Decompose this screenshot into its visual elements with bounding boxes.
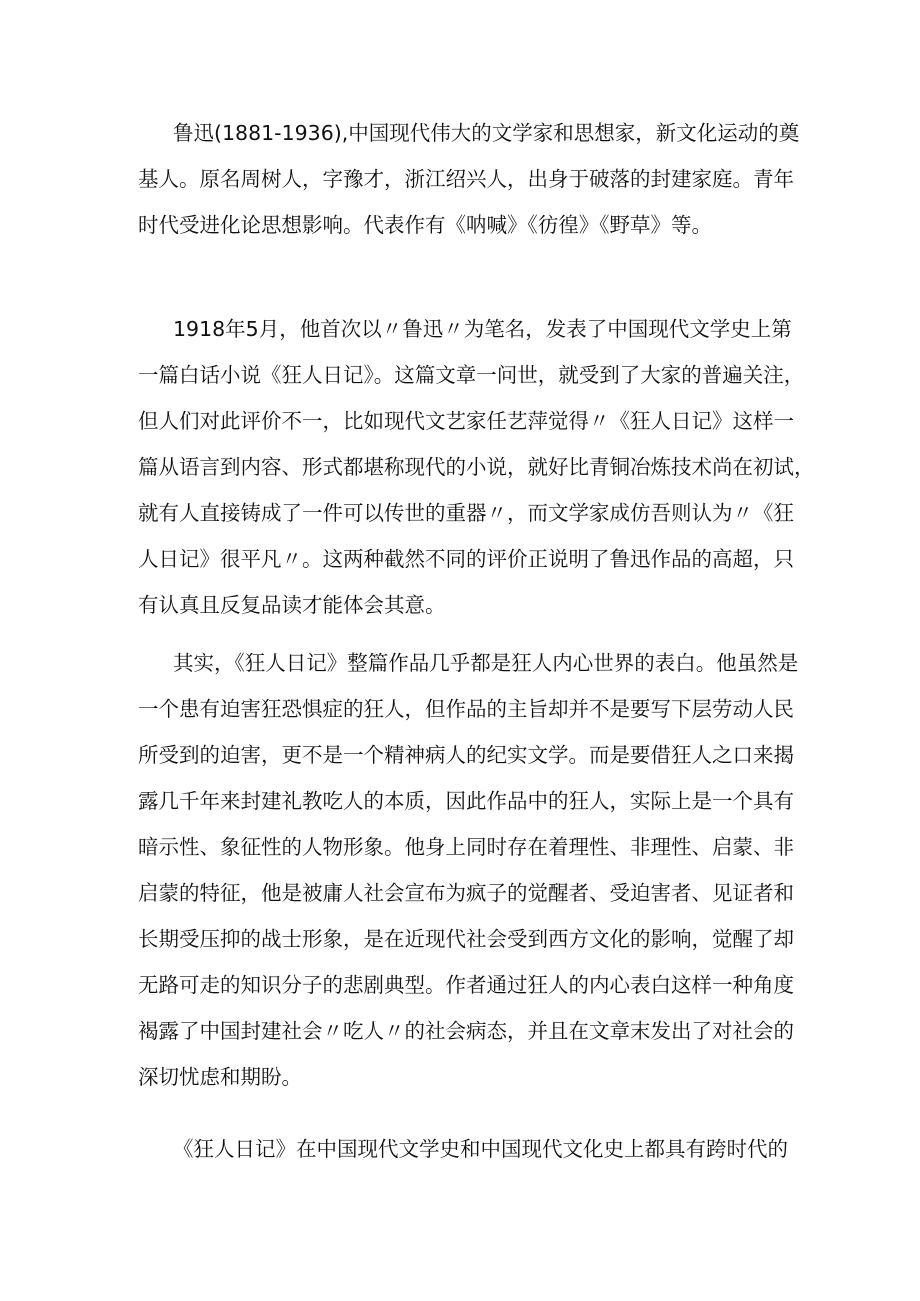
text-line: 启蒙的特征，他是被庸人社会宣布为疯子的觉醒者、受迫害者、见证者和: [138, 881, 794, 905]
paragraph-publication: [138, 306, 815, 628]
paragraph-analysis: [138, 640, 799, 1100]
text-line: 无路可走的知识分子的悲剧典型。作者通过狂人的内心表白这样一种角度: [138, 973, 794, 997]
text-line: 露几千年来封建礼教吃人的本质，因此作品中的狂人，实际上是一个具有: [138, 789, 794, 813]
text-line: 1918年5月，他首次以〃鲁迅〃为笔名，发表了中国现代文学史上第: [173, 317, 792, 341]
paragraph-significance: [138, 1126, 788, 1172]
text-line: 就有人直接铸成了一件可以传世的重器〃，而文学家成仿吾则认为〃《狂: [138, 501, 794, 525]
text-line: 褐露了中国封建社会〃吃人〃的社会病态，并且在文章末发出了对社会的: [138, 1019, 794, 1043]
text-line: 基人。原名周树人，字豫才，浙江绍兴人，出身于破落的封建家庭。青年: [138, 167, 794, 191]
text-line: 鲁迅(1881-1936),中国现代伟大的文学家和思想家，新文化运动的奠: [173, 121, 800, 145]
text-line: 时代受进化论思想影响。代表作有《呐喊》《彷徨》《野草》等。: [138, 213, 712, 237]
text-line: 一个患有迫害狂恐惧症的狂人，但作品的主旨却并不是要写下层劳动人民: [138, 697, 794, 721]
text-line: 篇从语言到内容、形式都堪称现代的小说，就好比青铜冶炼技术尚在初试，: [138, 455, 815, 479]
text-line: 长期受压抑的战士形象，是在近现代社会受到西方文化的影响，觉醒了却: [138, 927, 794, 951]
paragraph-intro: [138, 110, 800, 248]
text-line: 一篇白话小说《狂人日记》。这篇文章一问世，就受到了大家的普遍关注，: [138, 363, 805, 387]
text-line: 所受到的迫害，更不是一个精神病人的纪实文学。而是要借狂人之口来揭: [138, 743, 794, 767]
text-line: 人日记》很平凡〃。这两种截然不同的评价正说明了鲁迅作品的高超，只: [138, 547, 794, 571]
text-line: 但人们对此评价不一，比如现代文艺家任艺萍觉得〃《狂人日记》这样一: [138, 409, 794, 433]
text-line: 《狂人日记》在中国现代文学史和中国现代文化史上都具有跨时代的: [173, 1137, 788, 1161]
text-line: 有认真且反复品读才能体会其意。: [138, 593, 446, 617]
text-line: 暗示性、象征性的人物形象。他身上同时存在着理性、非理性、启蒙、非: [138, 835, 794, 859]
text-line: 其实，《狂人日记》整篇作品几乎都是狂人内心世界的表白。他虽然是: [173, 651, 799, 675]
text-line: 深切忧虑和期盼。: [138, 1065, 302, 1089]
